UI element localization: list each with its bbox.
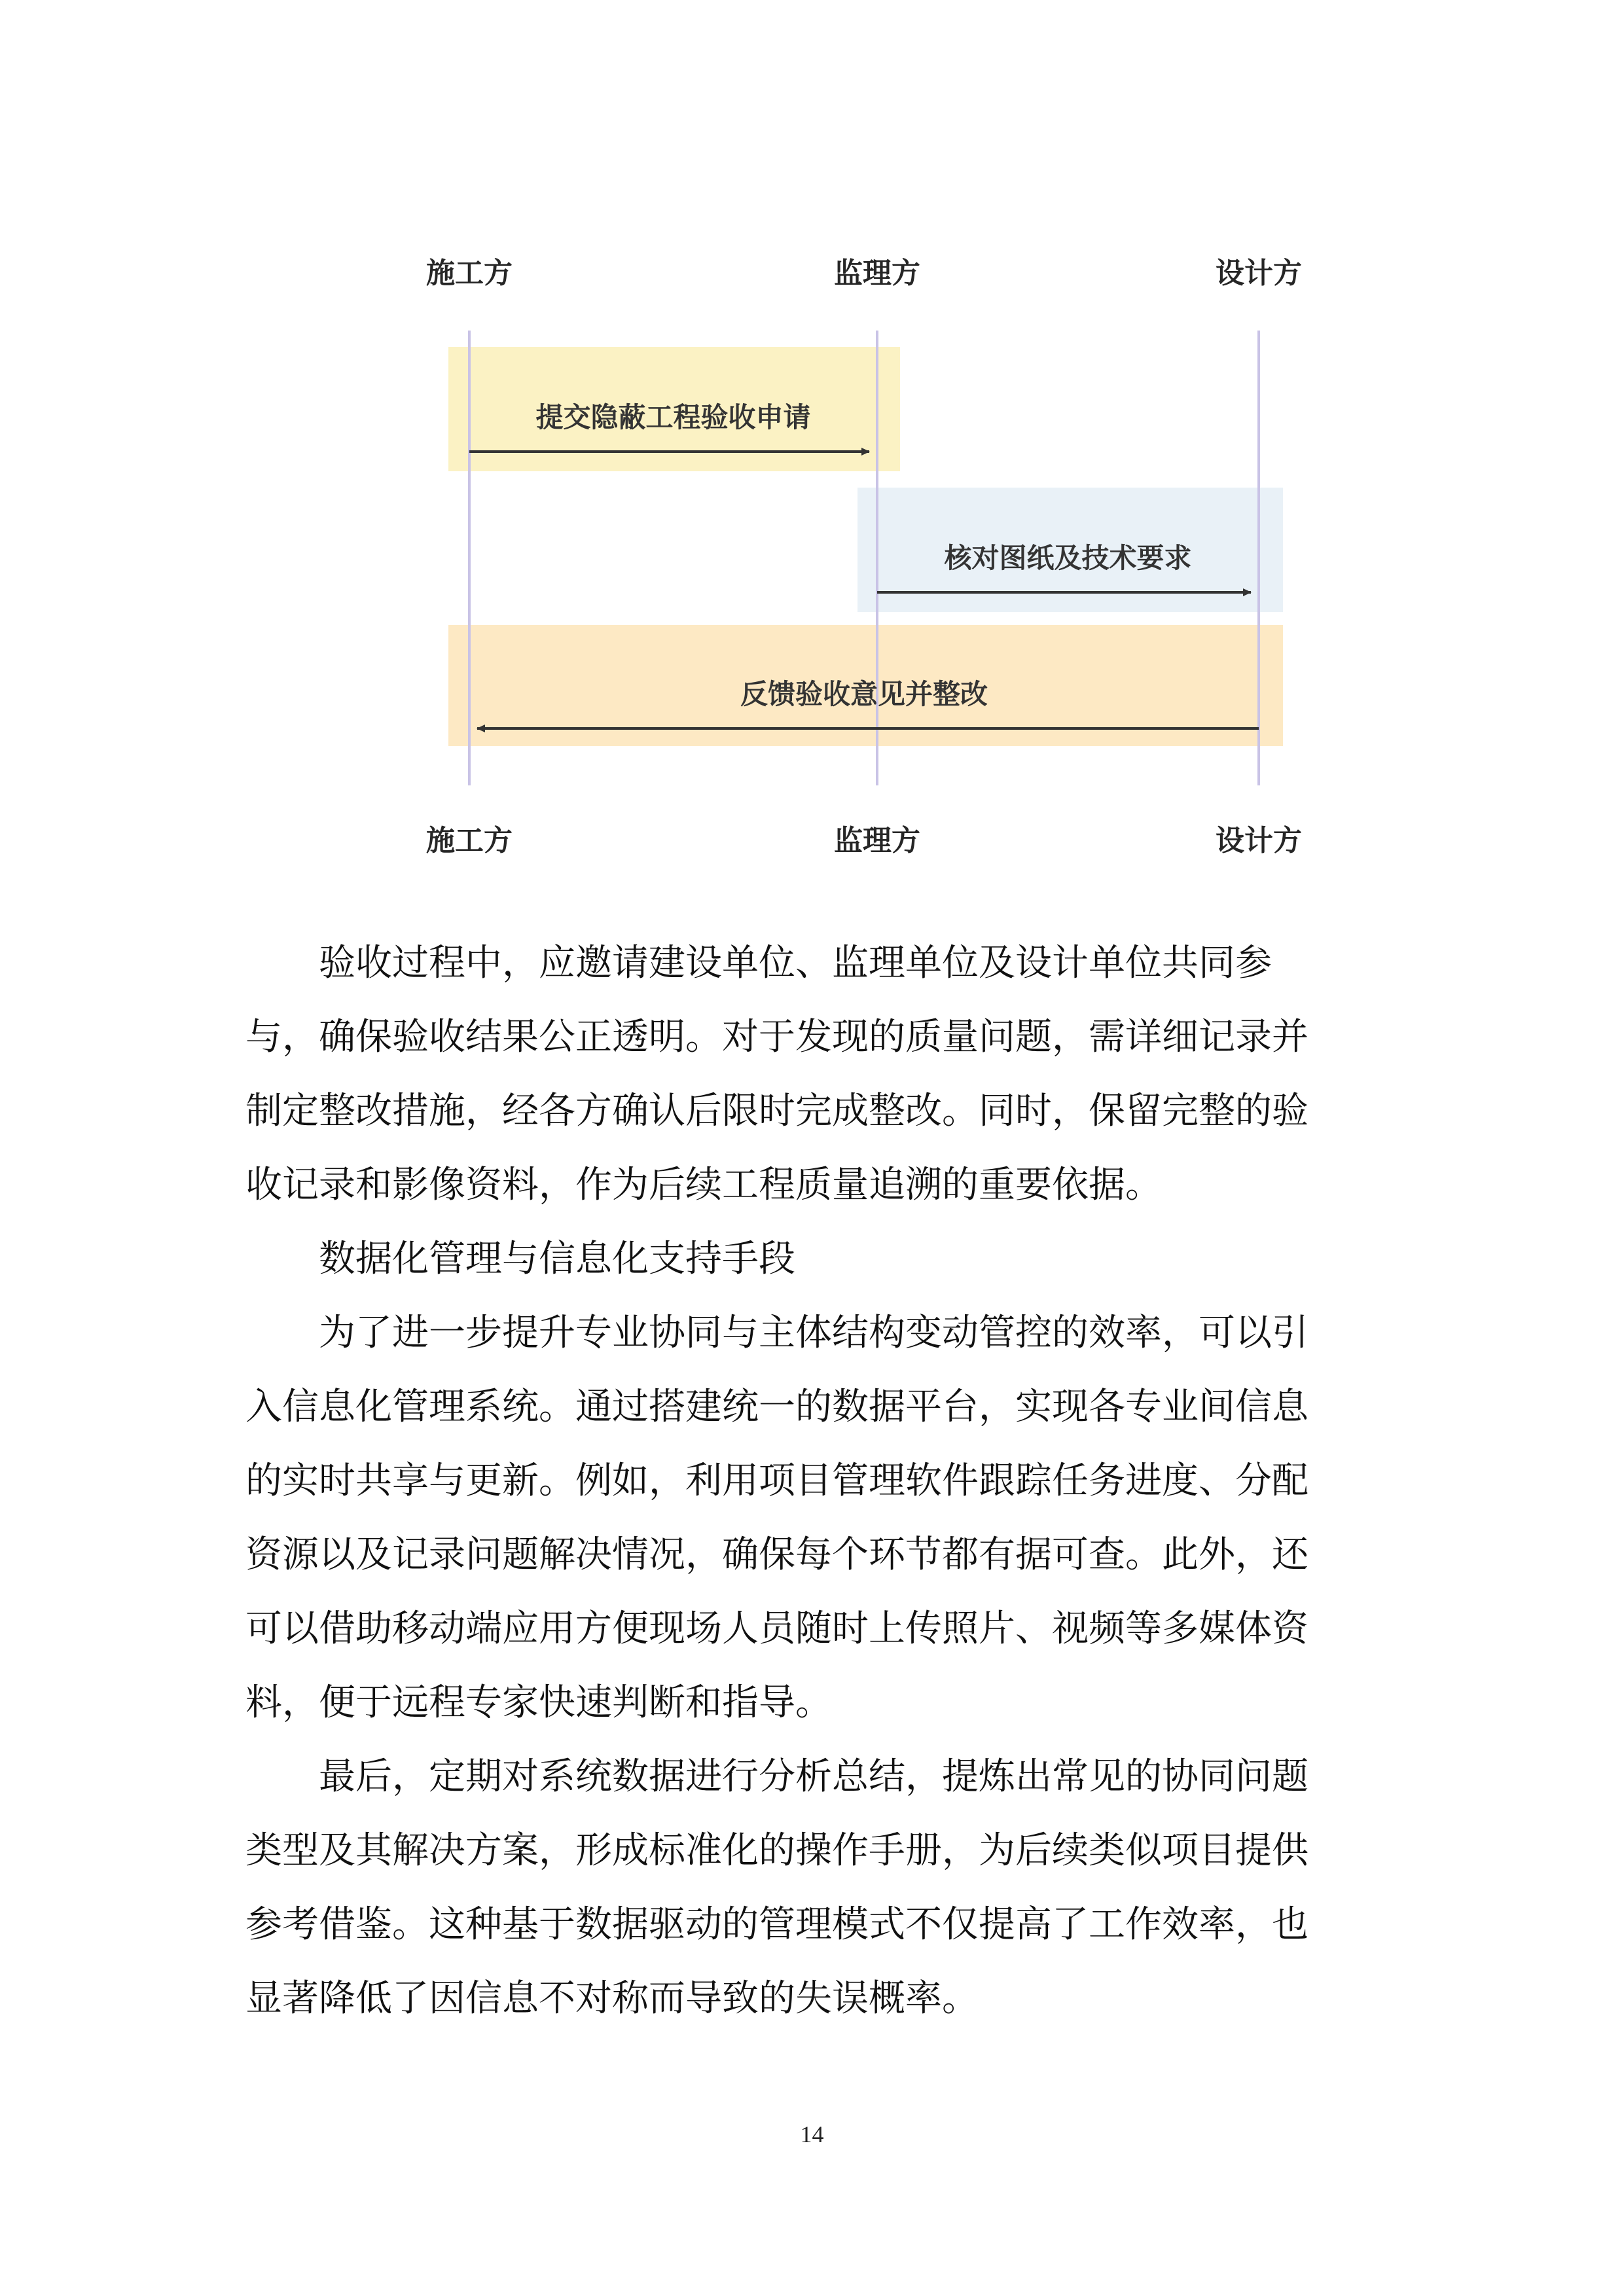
paragraph-line: 最后，定期对系统数据进行分析总结，提炼出常见的协同问题 <box>319 1755 1308 1798</box>
paragraph-line: 制定整改措施，经各方确认后限时完成整改。同时，保留完整的验 <box>245 1090 1308 1132</box>
actor-top-construction: 施工方 <box>426 257 513 290</box>
paragraph-line: 与，确保验收结果公正透明。对于发现的质量问题，需详细记录并 <box>245 1016 1308 1058</box>
section-heading <box>245 1222 1384 1296</box>
message-label-3: 反馈验收意见并整改 <box>740 678 988 710</box>
actor-top-supervision: 监理方 <box>834 257 920 290</box>
actor-bottom-design: 设计方 <box>1216 824 1302 857</box>
paragraph-line: 为了进一步提升专业协同与主体结构变动管控的效率，可以引 <box>319 1312 1308 1354</box>
paragraph-line: 收记录和影像资料，作为后续工程质量追溯的重要依据。 <box>245 1164 1162 1206</box>
paragraph-line: 资源以及记录问题解决情况，确保每个环节都有据可查。此外，还 <box>245 1534 1308 1576</box>
paragraph-line: 显著降低了因信息不对称而导致的失误概率。 <box>245 1977 979 2020</box>
paragraph-informatization <box>245 1296 1384 1740</box>
actor-top-design: 设计方 <box>1216 257 1302 290</box>
paragraph-summary <box>245 1740 1384 2036</box>
message-label-1: 提交隐蔽工程验收申请 <box>535 401 811 433</box>
page-number: 14 <box>800 2121 824 2147</box>
sequence-diagram-graphics <box>0 0 1624 903</box>
paragraph-line: 料，便于远程专家快速判断和指导。 <box>245 1681 832 1724</box>
message-label-2: 核对图纸及技术要求 <box>944 542 1192 574</box>
paragraph-line: 验收过程中，应邀请建设单位、监理单位及设计单位共同参 <box>319 942 1272 984</box>
sequence-diagram <box>0 0 1624 903</box>
paragraph-acceptance <box>245 926 1384 1222</box>
paragraph-line: 可以借助移动端应用方便现场人员随时上传照片、视频等多媒体资 <box>245 1607 1308 1650</box>
paragraph-line: 参考借鉴。这种基于数据驱动的管理模式不仅提高了工作效率，也 <box>245 1903 1308 1946</box>
body-text <box>245 926 1384 2036</box>
paragraph-line: 类型及其解决方案，形成标准化的操作手册，为后续类似项目提供 <box>245 1829 1308 1872</box>
heading-text: 数据化管理与信息化支持手段 <box>319 1238 795 1280</box>
paragraph-line: 的实时共享与更新。例如，利用项目管理软件跟踪任务进度、分配 <box>245 1460 1308 1502</box>
actor-bottom-supervision: 监理方 <box>834 824 920 857</box>
actor-bottom-construction: 施工方 <box>426 824 513 857</box>
paragraph-line: 入信息化管理系统。通过搭建统一的数据平台，实现各专业间信息 <box>245 1386 1308 1428</box>
